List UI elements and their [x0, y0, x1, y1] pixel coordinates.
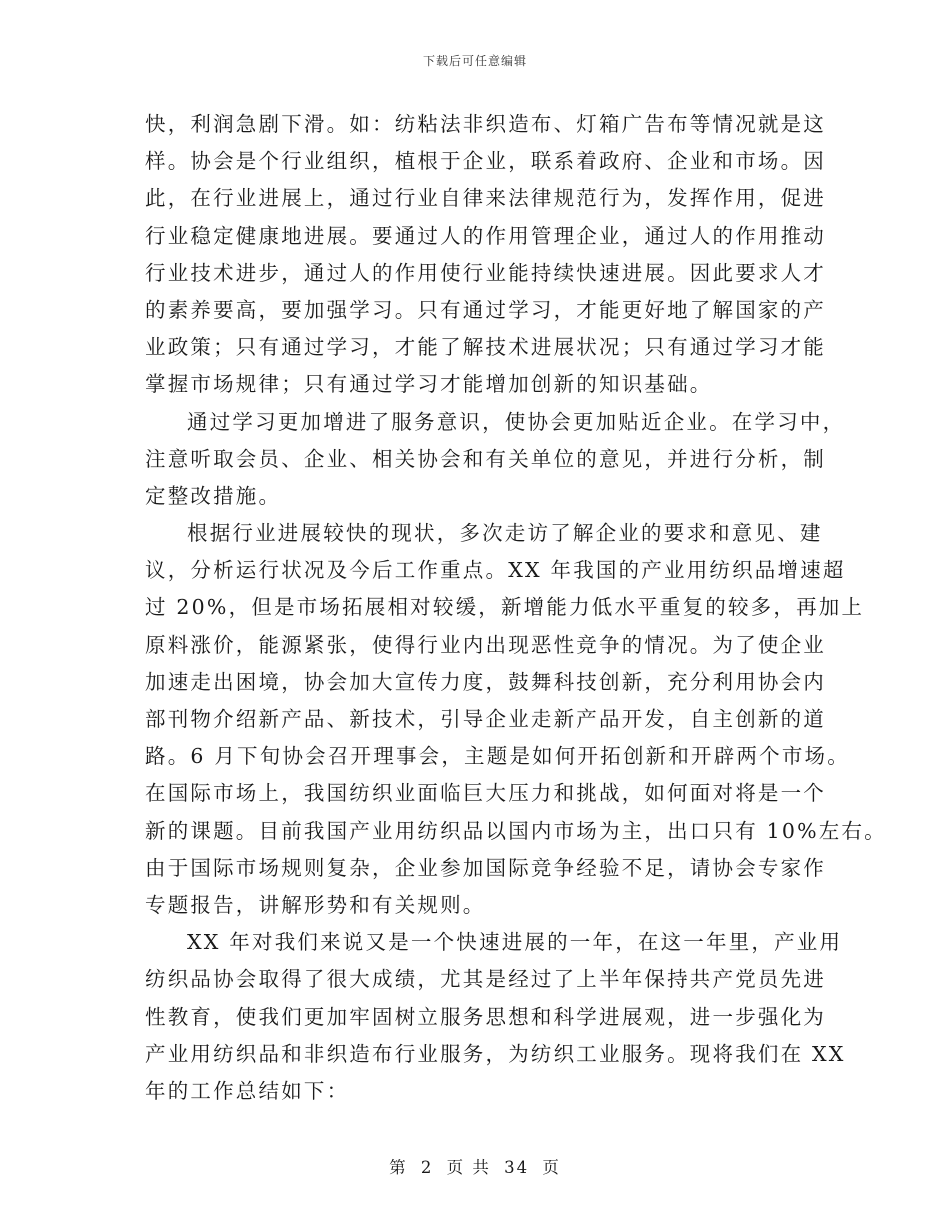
page-footer — [0, 1154, 950, 1178]
text-line: 业政策；只有通过学习，才能了解技术进展状况；只有通过学习才能 — [145, 335, 826, 360]
paragraph-first-line: 根据行业进展较快的现状，多次走访了解企业的要求和意见、建 — [187, 521, 823, 546]
text-line: 原料涨价，能源紧张，使得行业内出现恶性竞争的情况。为了使企业 — [145, 632, 826, 657]
paragraph-first-line: 通过学习更加增进了服务意识，使协会更加贴近企业。在学习中， — [187, 409, 846, 434]
body-text — [145, 106, 887, 1110]
text-line: 纺织品协会取得了很大成绩，尤其是经过了上半年保持共产党员先进 — [145, 967, 826, 992]
text-line: 加速走出困境，协会加大宣传力度，鼓舞科技创新，充分利用协会内 — [145, 669, 826, 694]
footer-suffix: 页 — [542, 1158, 561, 1177]
text-line: 过 20%，但是市场拓展相对较缓，新增能力低水平重复的较多，再加上 — [145, 595, 865, 620]
text-line: 产业用纺织品和非织造布行业服务，为纺织工业服务。现将我们在 XX — [145, 1041, 846, 1066]
text-line: 路。6 月下旬协会召开理事会，主题是如何开拓创新和开辟两个市场。 — [145, 744, 850, 769]
text-line: 样。协会是个行业组织，植根于企业，联系着政府、企业和市场。因 — [145, 149, 826, 174]
text-line: 部刊物介绍新产品、新技术，引导企业走新产品开发，自主创新的道 — [145, 707, 826, 731]
text-line: 在国际市场上，我国纺织业面临巨大压力和挑战，如何面对将是一个 — [145, 781, 826, 806]
text-line: 此，在行业进展上，通过行业自律来法律规范行为，发挥作用，促进 — [145, 186, 826, 211]
text-line: 性教育，使我们更加牢固树立服务思想和科学进展观，进一步强化为 — [145, 1004, 826, 1029]
text-line: 专题报告，讲解形势和有关规则。 — [145, 892, 486, 917]
text-line: 掌握市场规律；只有通过学习才能增加创新的知识基础。 — [145, 372, 713, 397]
footer-middle: 页 共 — [446, 1158, 491, 1177]
text-line: 议，分析运行状况及今后工作重点。XX 年我国的产业用纺织品增速超 — [145, 558, 846, 583]
total-pages: 34 — [504, 1158, 530, 1177]
page-number: 2 — [420, 1158, 434, 1177]
text-line: 年的工作总结如下： — [145, 1078, 350, 1103]
page-header: 下载后可任意编辑 — [422, 54, 527, 68]
text-line: 新的课题。目前我国产业用纺织品以国内市场为主，出口只有 10%左右。 — [145, 818, 887, 843]
text-line: 注意听取会员、企业、相关协会和有关单位的意见，并进行分析，制 — [145, 446, 826, 471]
text-line: 行业稳定健康地进展。要通过人的作用管理企业，通过人的作用推动 — [145, 223, 826, 248]
footer-prefix: 第 — [389, 1158, 408, 1177]
text-line: 快，利润急剧下滑。如：纺粘法非织造布、灯箱广告布等情况就是这 — [145, 112, 826, 136]
text-line: 行业技术进步，通过人的作用使行业能持续快速进展。因此要求人才 — [145, 260, 826, 285]
paragraph-first-line: XX 年对我们来说又是一个快速进展的一年，在这一年里，产业用 — [187, 930, 843, 955]
text-line: 的素养要高，要加强学习。只有通过学习，才能更好地了解国家的产 — [145, 297, 826, 322]
text-line: 定整改措施。 — [145, 483, 282, 508]
text-line: 由于国际市场规则复杂，企业参加国际竞争经验不足，请协会专家作 — [145, 855, 826, 880]
